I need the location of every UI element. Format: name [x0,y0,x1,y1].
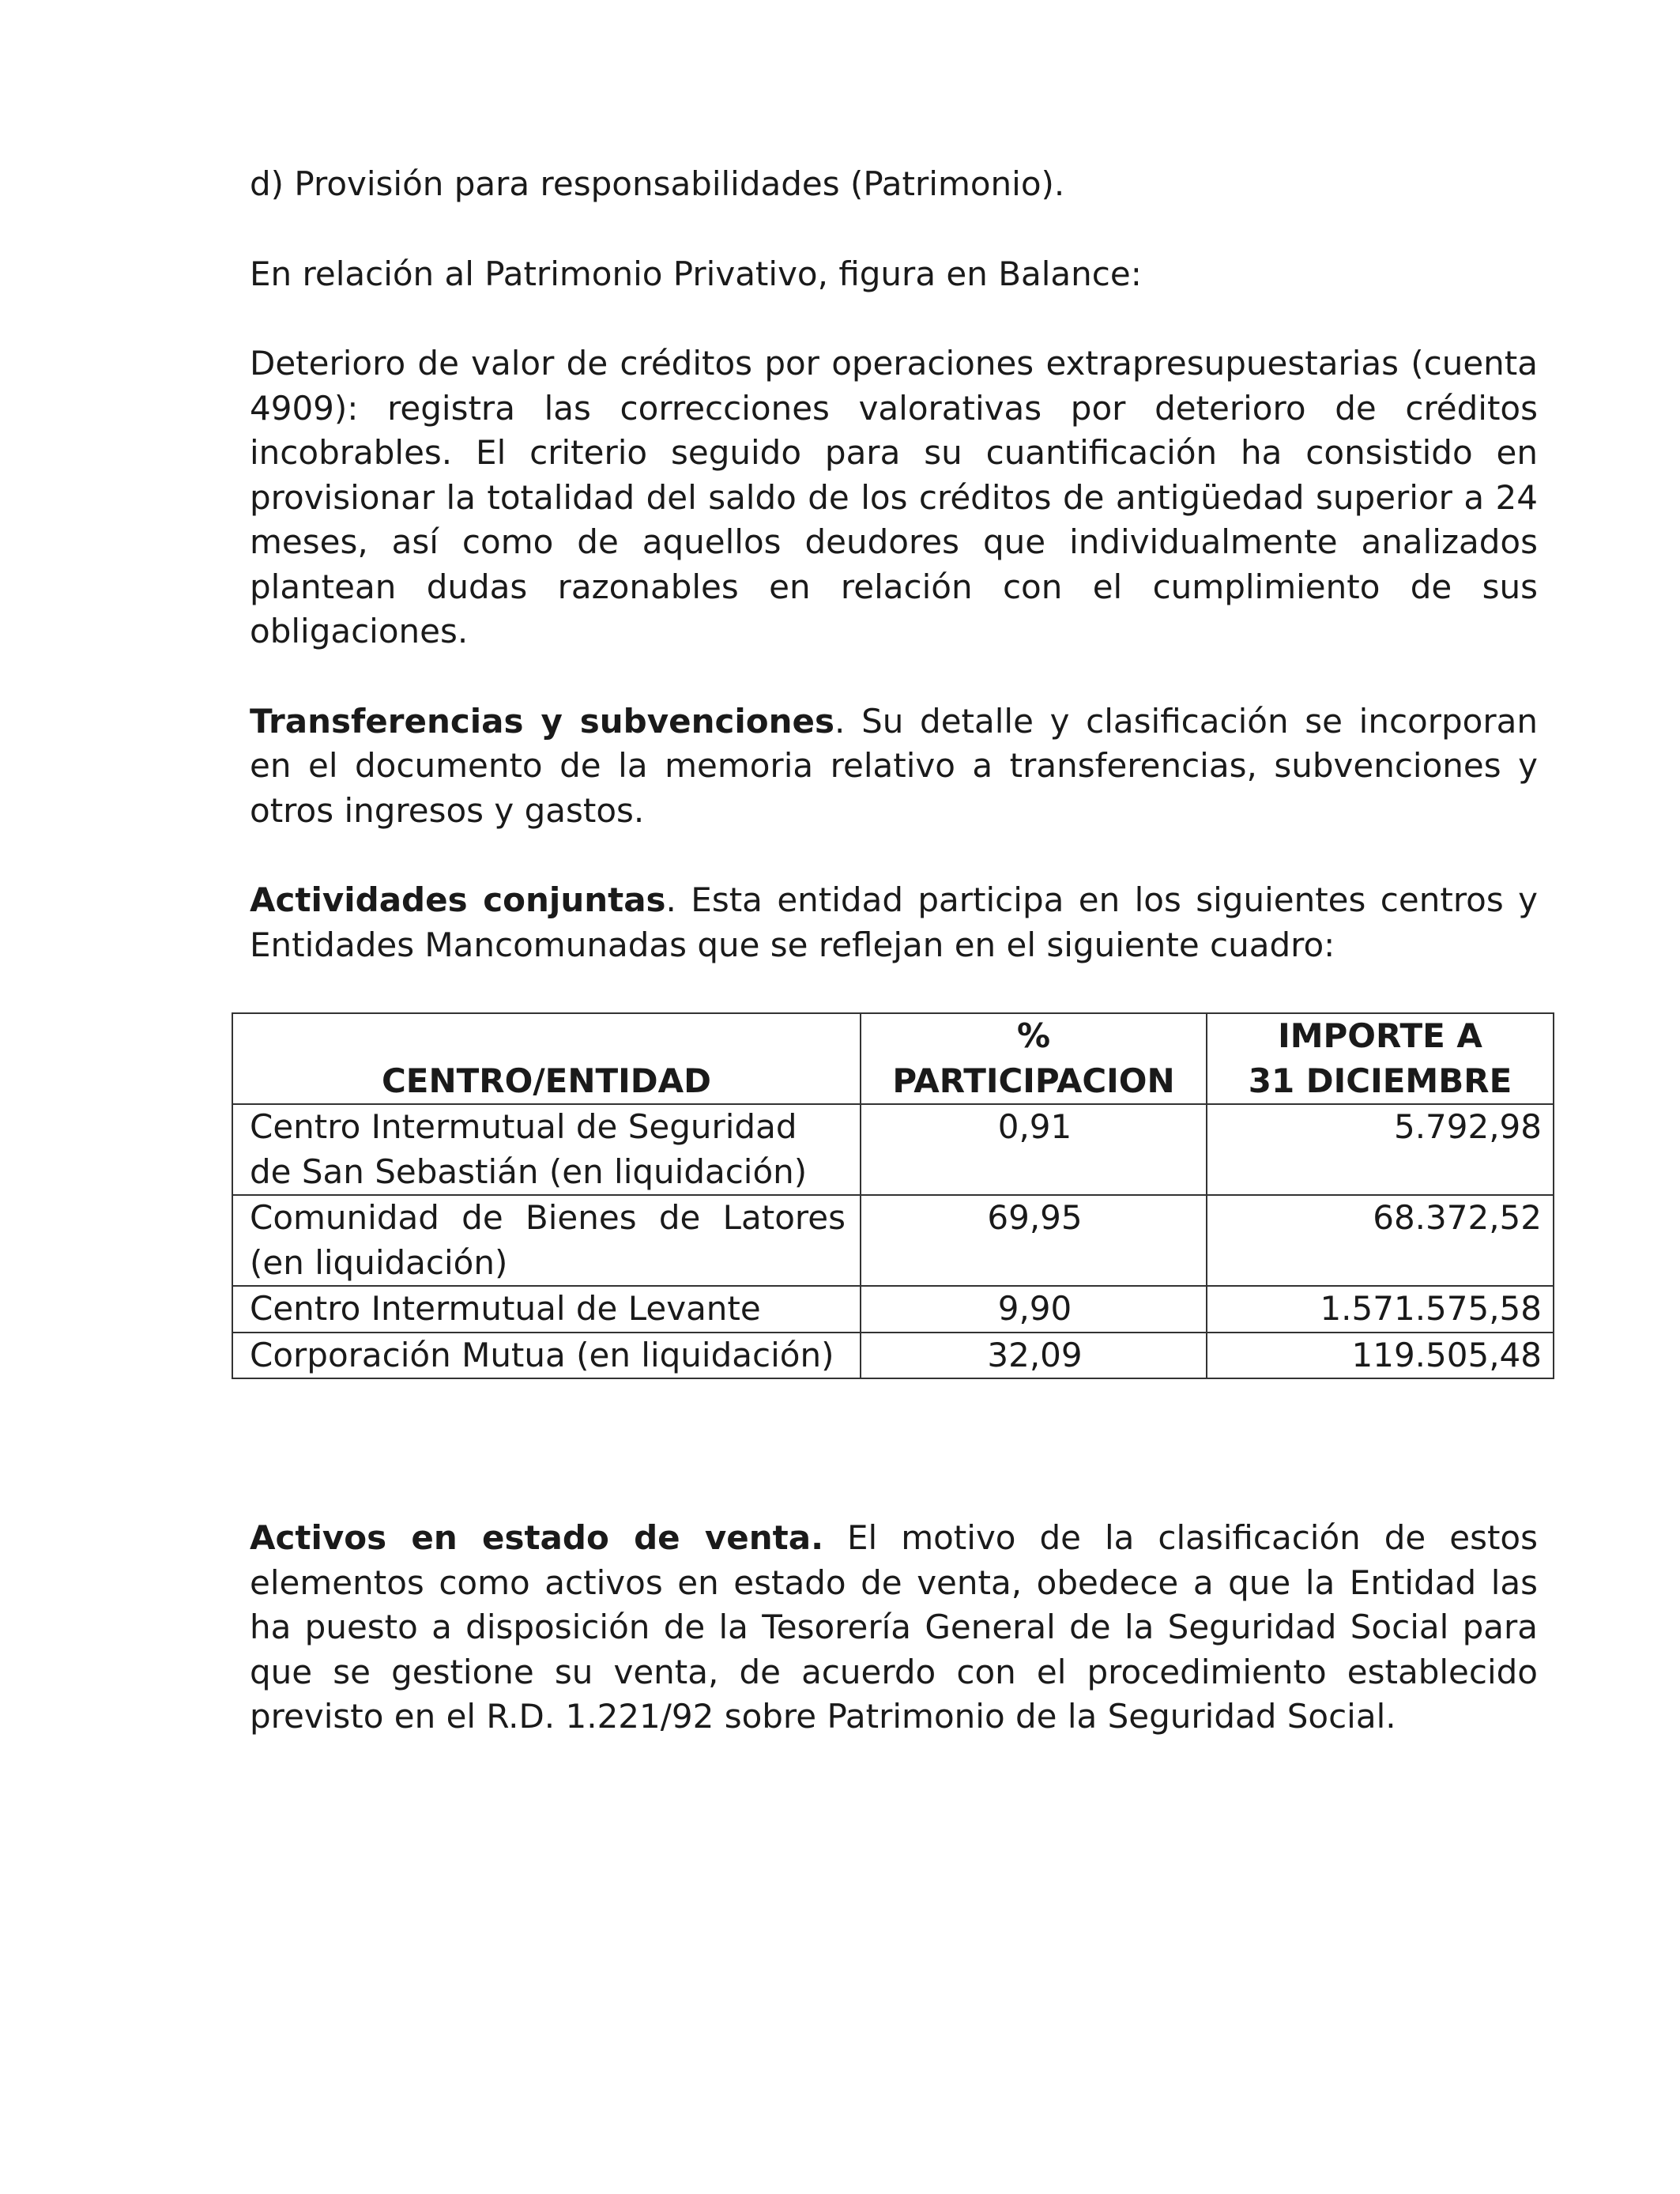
document-page [250,162,1542,1740]
header-amount-line2: 31 DICIEMBRE [1248,1061,1512,1100]
transferencias-paragraph [250,699,1538,834]
cell-amount: 1.571.575,58 [1207,1286,1554,1333]
cell-participation: 0,91 [861,1104,1207,1195]
table-row [232,1195,1554,1286]
cell-entity: Corporación Mutua (en liquidación) [232,1333,861,1379]
entities-table [232,1012,1554,1379]
relation-line: En relación al Patrimonio Privativo, figura en Balance: [250,254,1142,293]
deterioro-paragraph: Deterioro de valor de créditos por operaciones extrapresupuestarias (cuenta 4909): registra las correcciones valorativas por deterioro de créditos incobrables. El criterio seguido para su cuantificación ha consistido en provisionar la totalidad del saldo de los créditos de antigüedad superior a 24 meses, así como de aquellos deudores que individualmente analizados plantean dudas razonables en relación con el cumplimiento de sus obligaciones. [250,344,1538,650]
table-header-row [232,1013,1554,1104]
transferencias-heading: Transferencias y subvenciones [250,701,835,741]
cell-entity: Comunidad de Bienes de Latores (en liquidación) [232,1195,861,1286]
cell-amount: 119.505,48 [1207,1333,1554,1379]
table-row [232,1286,1554,1333]
header-participation-line2: PARTICIPACION [892,1061,1175,1100]
header-participation-line1: % [1016,1016,1051,1055]
activos-text: El motivo de la clasificación de estos elementos como activos en estado de venta, obedece a que la Entidad las ha puesto a disposición de la Tesorería General de la Seguridad Social para que se gestione su venta, de acuerdo con el procedimiento establecido previsto en el R.D. 1.221/92 sobre Patrimonio de la Seguridad Social. [250,1518,1538,1736]
cell-entity: Centro Intermutual de Levante [232,1286,861,1333]
header-amount [1207,1013,1554,1104]
cell-participation: 32,09 [861,1333,1207,1379]
actividades-paragraph [250,878,1538,967]
cell-participation: 69,95 [861,1195,1207,1286]
table-row [232,1333,1554,1379]
table-row [232,1104,1554,1195]
cell-participation: 9,90 [861,1286,1207,1333]
cell-amount: 68.372,52 [1207,1195,1554,1286]
actividades-text: . Esta entidad participa en los siguientes centros y Entidades Mancomunadas que se reflejan en el siguiente cuadro: [250,880,1538,964]
cell-entity: Centro Intermutual de Seguridad de San Sebastián (en liquidación) [232,1104,861,1195]
header-participation [861,1013,1207,1104]
actividades-heading: Actividades conjuntas [250,880,666,919]
header-amount-line1: IMPORTE A [1278,1016,1482,1055]
header-entity: CENTRO/ENTIDAD [232,1013,861,1104]
activos-paragraph [250,1516,1538,1740]
transferencias-text: . Su detalle y clasificación se incorporan en el documento de la memoria relativo a transferencias, subvenciones y otros ingresos y gastos. [250,701,1538,830]
cell-amount: 5.792,98 [1207,1104,1554,1195]
provision-line: d) Provisión para responsabilidades (Patrimonio). [250,164,1065,203]
activos-heading: Activos en estado de venta. [250,1518,824,1557]
